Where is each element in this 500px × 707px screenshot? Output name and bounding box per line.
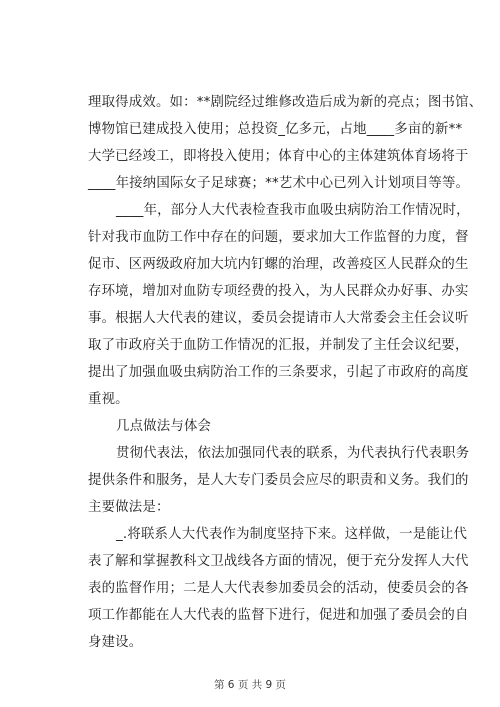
paragraph-line: _.将联系人大代表作为制度坚持下来。这样做，一是能让代 [116,527,468,542]
paragraph-line: ____年，部分人大代表检查我市血吸虫病防治工作情况时， [116,203,470,218]
page-number-footer: 第 6 页 共 9 页 [213,679,287,691]
paragraph-line: 主要做法是： [88,500,170,515]
paragraph-line: 大学已经竣工，即将投入使用；体育中心的主体建筑体育场将于 [88,149,469,164]
paragraph-line: 博物馆已建成投入使用；总投资_亿多元，占地____多亩的新** [88,122,463,137]
paragraph-line: 提供条件和服务，是人大专门委员会应尽的职责和义务。我们的 [88,473,469,488]
paragraph-line: 身建设。 [88,635,143,650]
paragraph-line: 贯彻代表法，依法加强同代表的联系，为代表执行代表职务 [116,446,470,461]
paragraph-line: 事。根据人大代表的建议，委员会提请市人大常委会主任会议听 [88,311,469,326]
paragraph-line: 针对我市血防工作中存在的问题，要求加大工作监督的力度，督 [88,230,469,245]
paragraph-line: 项工作都能在人大代表的监督下进行，促进和加强了委员会的自 [88,608,469,623]
paragraph-line: 存环境，增加对血防专项经费的投入，为人民群众办好事、办实 [88,284,469,299]
paragraph-line: 重视。 [88,392,129,407]
paragraph-line: 表了解和掌握教科文卫战线各方面的情况，便于充分发挥人大代 [88,554,469,569]
paragraph-line: 理取得成效。如：**剧院经过维修改造后成为新的亮点；图书馆、 [88,95,483,110]
paragraph-line: 提出了加强血吸虫病防治工作的三条要求，引起了市政府的高度 [88,365,469,380]
paragraph-line: ____年接纳国际女子足球赛；**艺术中心已列入计划项目等等。 [88,176,470,191]
paragraph-line: 促市、区两级政府加大坑内钉螺的治理，改善疫区人民群众的生 [88,257,469,272]
section-heading: 几点做法与体会 [116,419,212,434]
paragraph-line: 表的监督作用；二是人大代表参加委员会的活动，使委员会的各 [88,581,469,596]
paragraph-line: 取了市政府关于血防工作情况的汇报，并制发了主任会议纪要， [88,338,469,353]
